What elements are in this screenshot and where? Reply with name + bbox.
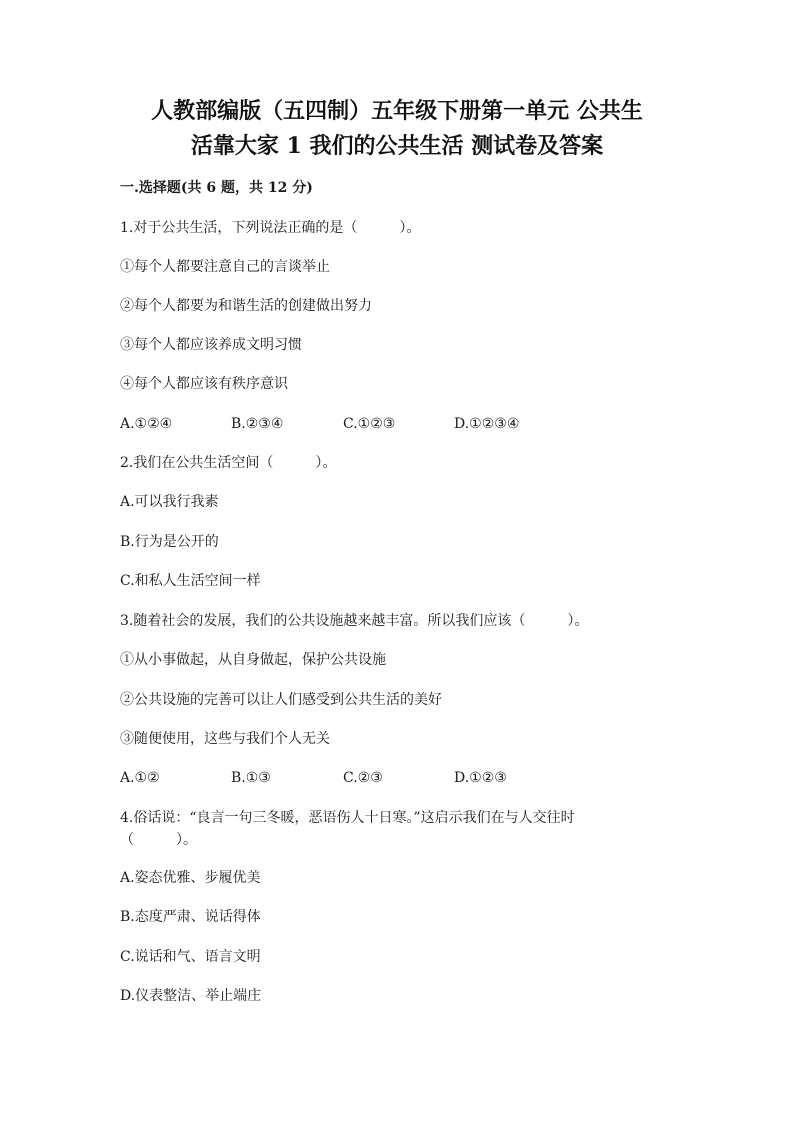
question-1-item: ④每个人都应该有秩序意识: [120, 376, 288, 392]
question-1-stem: 1.对于公共生活，下列说法正确的是（ ）。: [120, 220, 421, 236]
question-3-option-b: B.①③: [231, 770, 271, 786]
question-4-stem-continued: （ ）。: [120, 832, 197, 848]
question-1-item: ①每个人都要注意自己的言谈举止: [120, 259, 330, 275]
question-3-item: ③随便使用，这些与我们个人无关: [120, 731, 330, 747]
question-1-option-d: D.①②③④: [454, 416, 520, 432]
section-heading: 一.选择题(共 6 题，共 12 分): [120, 180, 313, 196]
question-4-option-d: D.仪表整洁、举止端庄: [120, 988, 262, 1004]
question-1-option-b: B.②③④: [231, 416, 284, 432]
question-2-option-a: A.可以我行我素: [120, 494, 219, 510]
question-4-option-c: C.说话和气、语言文明: [120, 949, 261, 965]
question-2-option-c: C.和私人生活空间一样: [120, 573, 261, 589]
question-1-item: ③每个人都应该养成文明习惯: [120, 337, 302, 353]
question-3-item: ①从小事做起，从自身做起，保护公共设施: [120, 652, 386, 668]
question-4-option-a: A.姿态优雅、步履优美: [120, 870, 261, 886]
question-4-stem: 4.俗话说：“良言一句三冬暖，恶语伤人十日寒。”这启示我们在与人交往时: [120, 810, 575, 826]
exam-title-line-1: 人教部编版（五四制）五年级下册第一单元 公共生: [151, 98, 643, 124]
question-2-stem: 2.我们在公共生活空间（ ）。: [120, 455, 337, 471]
question-3-option-d: D.①②③: [454, 770, 507, 786]
question-1-option-c: C.①②③: [343, 416, 396, 432]
question-3-item: ②公共设施的完善可以让人们感受到公共生活的美好: [120, 692, 442, 708]
question-1-option-a: A.①②④: [120, 416, 173, 432]
question-3-option-a: A.①②: [120, 770, 160, 786]
exam-title-line-2: 活靠大家 1 我们的公共生活 测试卷及答案: [190, 133, 604, 159]
question-4-option-b: B.态度严肃、说话得体: [120, 909, 261, 925]
question-3-stem: 3.随着社会的发展，我们的公共设施越来越丰富。所以我们应该（ ）。: [120, 613, 589, 629]
question-3-option-c: C.②③: [343, 770, 383, 786]
question-1-item: ②每个人都要为和谐生活的创建做出努力: [120, 298, 372, 314]
question-2-option-b: B.行为是公开的: [120, 534, 219, 550]
